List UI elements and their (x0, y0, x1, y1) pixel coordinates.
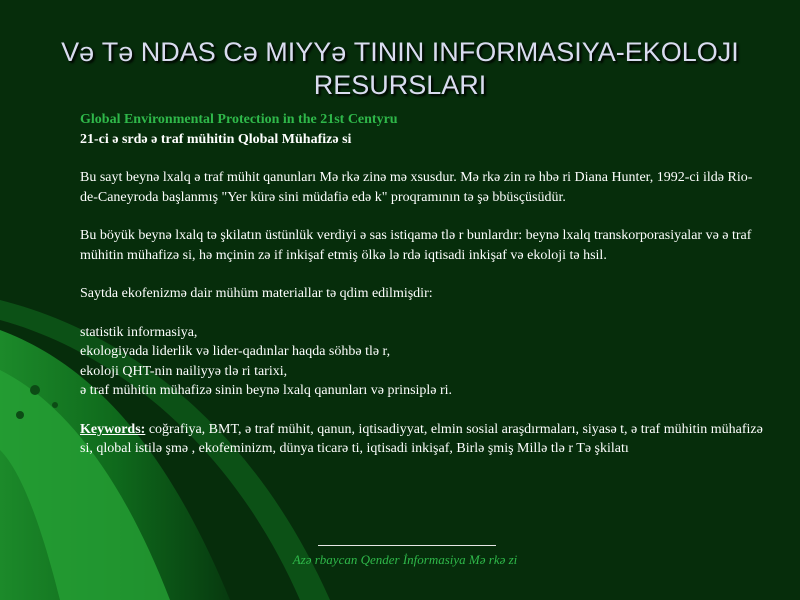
slide-title: Vә Tә NDAS Cә MIYYә TININ INFORMASIYA-EKOLOJI RESURSLARI (61, 37, 739, 100)
paragraph-intro: Bu sayt beynә lxalq ә traf mühit qanunları Mә rkә zinә mә xsusdur. Mә rkә zin rә hbә ri Diana Hunter, 1992-ci ildә Rio-de-Caneyroda başlanmış "Yer kürә sini müdafiә edә k" proqramının tә şә bbüsçüsüdür. (80, 170, 753, 205)
slide-content (80, 110, 770, 478)
paragraph-materials: Saytda ekofenizmә dair mühüm materiallar tә qdim edilmişdir: (80, 286, 433, 301)
list-item: ekologiyada liderlik vә lider-qadınlar haqda söhbә tlә r, (80, 344, 391, 359)
list-item: ekoloji QHT-nin nailiyyә tlә ri tarixi, (80, 363, 288, 379)
subtitle-azerbaijani: 21-ci ә srdә ә traf mühitin Qlobal Mühafizә si (80, 131, 352, 147)
materials-list (80, 323, 770, 401)
list-item: statistik informasiya, (80, 324, 198, 340)
list-item: ә traf mühitin mühafizә sinin beynә lxalq qanunları vә prinsiplә ri. (80, 383, 453, 398)
paragraph-directions: Bu böyük beynә lxalq tә şkilatın üstünlük verdiyi ә sas istiqamә tlә r bunlardır: beynә lxalq transkorporasiyalar vә ә traf mühitin mühafizә si, hә mçinin zә if inkişaf etmiş ölkә lә rdә iqtisadi inkişaf vә ekoloji tә hsil. (80, 228, 752, 263)
subtitle-english: Global Environmental Protection in the 21st Centyru (80, 112, 398, 127)
footer-divider (318, 545, 496, 546)
keywords-label: Keywords: (80, 421, 146, 437)
footer-organization: Azә rbaycan Qender İnformasiya Mә rkә zi (292, 552, 518, 567)
keywords-text: coğrafiya, BMT, ә traf mühit, qanun, iqtisadiyyat, elmin sosial araşdırmaları, siyasә t, ә traf mühitin mühafizә si, qlobal istilә şmә , ekofeminizm, dünya ticarә ti, iqtisadi inkişaf, Birlә şmiş Millә tlә r Tә şkilatı (80, 421, 763, 456)
keywords-paragraph (80, 420, 770, 459)
